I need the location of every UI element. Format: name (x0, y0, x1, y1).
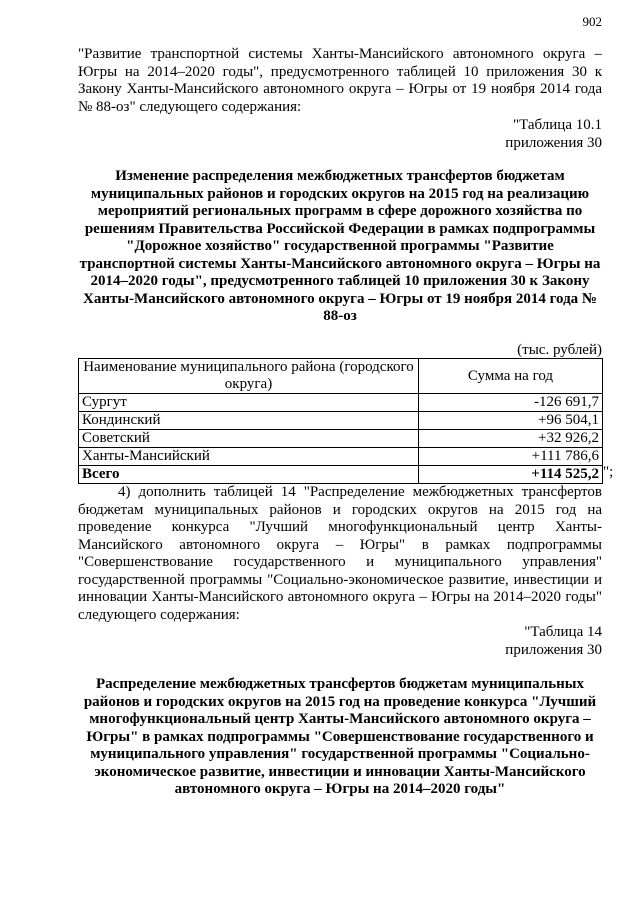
table-row (79, 412, 603, 430)
table-closing-quote: "; (603, 464, 614, 480)
table-row (79, 394, 603, 412)
column-header-amount: Сумма на год (419, 359, 603, 394)
table-10-1-label (438, 117, 602, 152)
table-row (79, 448, 603, 466)
page-number: 902 (582, 14, 602, 29)
column-header-district: Наименование муниципального района (городского округа) (79, 359, 419, 394)
amount-value: +111 786,6 (419, 448, 603, 466)
table-header-row (79, 359, 603, 394)
table-10-1-heading: Изменение распределения межбюджетных трансфертов бюджетам муниципальных районов и городских округов на 2015 год на реализацию мероприятий региональных программ в сфере дорожного хозяйства по решениям Правительства Российской Федерации в рамках подпрограммы "Дорожное хозяйство" государственной программы "Развитие транспортной системы Ханты-Мансийского автономного округа – Югры на 2014–2020 годы", предусмотренного таблицей 10 приложения 30 к Закону Ханты-Мансийского автономного округа – Югры от 19 ноября 2014 года № 88-оз (79, 168, 601, 324)
amount-value: +96 504,1 (419, 412, 603, 430)
table-label-line: "Таблица 14 (524, 624, 602, 640)
unit-note: (тыс. рублей) (517, 342, 602, 358)
transfer-table (78, 358, 603, 484)
table-label-line: "Таблица 10.1 (512, 117, 602, 133)
amount-value: -126 691,7 (419, 394, 603, 412)
table-label-line: приложения 30 (505, 134, 602, 151)
total-label: Всего (79, 466, 419, 484)
district-name: Сургут (79, 394, 419, 412)
amount-value: +32 926,2 (419, 430, 603, 448)
district-name: Кондинский (79, 412, 419, 430)
paragraph-add-table-14: 4) дополнить таблицей 14 "Распределение межбюджетных трансфертов бюджетам муниципальных районов и городских округов на 2015 год на проведение конкурса "Лучший многофункциональный центр Ханты-Мансийского автономного округа – Югры" в рамках подпрограммы "Совершенствование государственного и муниципального управления" государственной программы "Социально-экономическое развитие, инвестиции и инновации Ханты-Мансийского автономного округа – Югры на 2014–2020 годы" следующего содержания: (78, 484, 602, 623)
intro-paragraph: "Развитие транспортной системы Ханты-Мансийского автономного округа – Югры на 2014–2020 годы", предусмотренного таблицей 10 приложения 30 к Закону Ханты-Мансийского автономного округа – Югры от 19 ноября 2014 года № 88-оз" следующего содержания: (78, 46, 602, 115)
district-name: Советский (79, 430, 419, 448)
table-total-row (79, 466, 603, 484)
table-label-line: приложения 30 (505, 641, 602, 658)
table-row (79, 430, 603, 448)
table-14-label (438, 624, 602, 659)
district-name: Ханты-Мансийский (79, 448, 419, 466)
total-amount: +114 525,2 (419, 466, 603, 484)
table-14-heading: Распределение межбюджетных трансфертов бюджетам муниципальных районов и городских округов на 2015 год на проведение конкурса "Лучший многофункциональный центр Ханты-Мансийского автономного округа – Югры" в рамках подпрограммы "Совершенствование государственного и муниципального управления" государственной программы "Социально-экономическое развитие, инвестиции и инновации Ханты-Мансийского автономного округа – Югры на 2014–2020 годы" (83, 676, 597, 797)
